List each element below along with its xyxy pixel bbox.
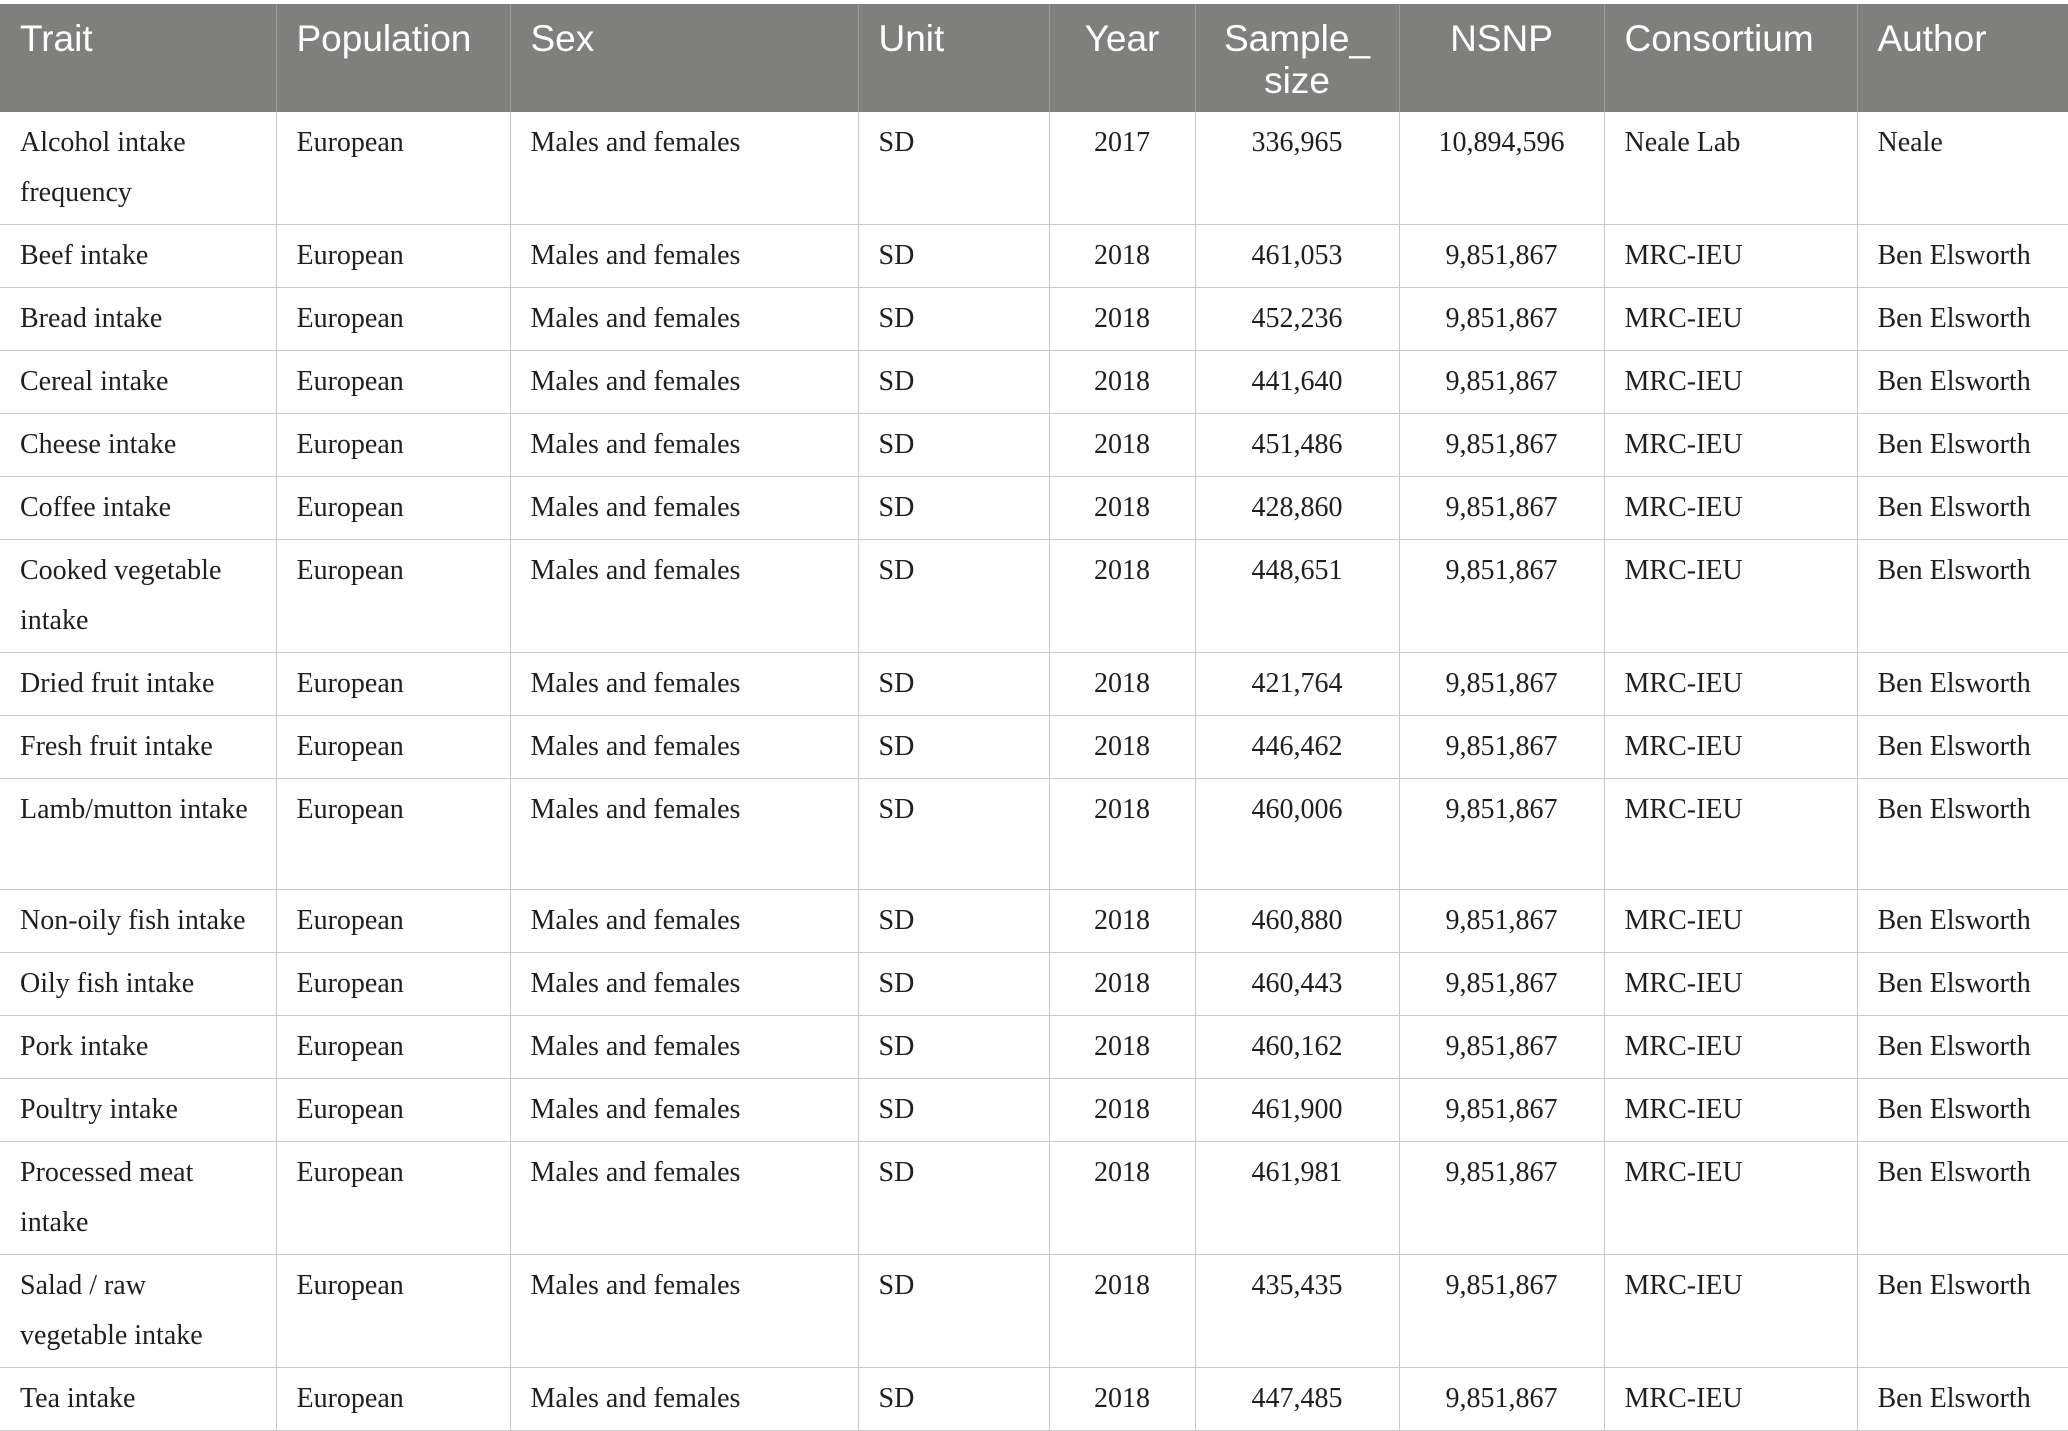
cell-author: Ben Elsworth bbox=[1857, 716, 2068, 779]
cell-year: 2017 bbox=[1049, 112, 1195, 225]
cell-trait: Salad / raw vegetable intake bbox=[0, 1255, 276, 1368]
cell-author: Neale bbox=[1857, 112, 2068, 225]
table-row bbox=[0, 1142, 2068, 1255]
cell-sample-size: 460,162 bbox=[1195, 1016, 1399, 1079]
header-sample-size: Sample_ size bbox=[1195, 4, 1399, 112]
cell-sex: Males and females bbox=[510, 953, 858, 1016]
cell-unit: SD bbox=[858, 112, 1049, 225]
cell-sample-size: 448,651 bbox=[1195, 540, 1399, 653]
cell-trait: Poultry intake bbox=[0, 1079, 276, 1142]
table-row bbox=[0, 953, 2068, 1016]
cell-nsnp: 9,851,867 bbox=[1399, 1079, 1604, 1142]
cell-year: 2018 bbox=[1049, 1368, 1195, 1431]
cell-population: European bbox=[276, 1016, 510, 1079]
header-author: Author bbox=[1857, 4, 2068, 112]
cell-trait: Lamb/mutton intake bbox=[0, 779, 276, 890]
table-row bbox=[0, 225, 2068, 288]
cell-trait: Cooked vegetable intake bbox=[0, 540, 276, 653]
cell-sample-size: 441,640 bbox=[1195, 351, 1399, 414]
cell-year: 2018 bbox=[1049, 414, 1195, 477]
cell-year: 2018 bbox=[1049, 1016, 1195, 1079]
cell-trait: Tea intake bbox=[0, 1368, 276, 1431]
cell-population: European bbox=[276, 288, 510, 351]
cell-author: Ben Elsworth bbox=[1857, 890, 2068, 953]
header-year: Year bbox=[1049, 4, 1195, 112]
cell-nsnp: 9,851,867 bbox=[1399, 351, 1604, 414]
cell-sex: Males and females bbox=[510, 1079, 858, 1142]
cell-author: Ben Elsworth bbox=[1857, 1368, 2068, 1431]
cell-unit: SD bbox=[858, 953, 1049, 1016]
cell-unit: SD bbox=[858, 477, 1049, 540]
table-row bbox=[0, 779, 2068, 890]
cell-author: Ben Elsworth bbox=[1857, 540, 2068, 653]
header-row bbox=[0, 4, 2068, 112]
cell-author: Ben Elsworth bbox=[1857, 779, 2068, 890]
cell-consortium: MRC-IEU bbox=[1604, 351, 1857, 414]
cell-consortium: Neale Lab bbox=[1604, 112, 1857, 225]
cell-author: Ben Elsworth bbox=[1857, 351, 2068, 414]
cell-population: European bbox=[276, 351, 510, 414]
cell-sample-size: 452,236 bbox=[1195, 288, 1399, 351]
cell-trait: Coffee intake bbox=[0, 477, 276, 540]
cell-sex: Males and females bbox=[510, 540, 858, 653]
cell-nsnp: 9,851,867 bbox=[1399, 288, 1604, 351]
cell-year: 2018 bbox=[1049, 1079, 1195, 1142]
cell-trait: Processed meat intake bbox=[0, 1142, 276, 1255]
header-consortium: Consortium bbox=[1604, 4, 1857, 112]
cell-nsnp: 9,851,867 bbox=[1399, 414, 1604, 477]
cell-trait: Beef intake bbox=[0, 225, 276, 288]
cell-nsnp: 9,851,867 bbox=[1399, 225, 1604, 288]
cell-population: European bbox=[276, 653, 510, 716]
cell-nsnp: 9,851,867 bbox=[1399, 779, 1604, 890]
cell-year: 2018 bbox=[1049, 779, 1195, 890]
cell-author: Ben Elsworth bbox=[1857, 953, 2068, 1016]
cell-trait: Non-oily fish intake bbox=[0, 890, 276, 953]
data-table bbox=[0, 4, 2068, 1431]
cell-nsnp: 10,894,596 bbox=[1399, 112, 1604, 225]
cell-sample-size: 461,053 bbox=[1195, 225, 1399, 288]
cell-unit: SD bbox=[858, 351, 1049, 414]
header-unit: Unit bbox=[858, 4, 1049, 112]
cell-author: Ben Elsworth bbox=[1857, 1255, 2068, 1368]
table-row bbox=[0, 653, 2068, 716]
cell-author: Ben Elsworth bbox=[1857, 1142, 2068, 1255]
cell-unit: SD bbox=[858, 890, 1049, 953]
cell-consortium: MRC-IEU bbox=[1604, 477, 1857, 540]
cell-sample-size: 460,443 bbox=[1195, 953, 1399, 1016]
cell-population: European bbox=[276, 890, 510, 953]
cell-population: European bbox=[276, 477, 510, 540]
cell-nsnp: 9,851,867 bbox=[1399, 1142, 1604, 1255]
cell-year: 2018 bbox=[1049, 1142, 1195, 1255]
cell-unit: SD bbox=[858, 779, 1049, 890]
cell-author: Ben Elsworth bbox=[1857, 288, 2068, 351]
table-row bbox=[0, 1255, 2068, 1368]
table-row bbox=[0, 1079, 2068, 1142]
cell-sample-size: 447,485 bbox=[1195, 1368, 1399, 1431]
table-row bbox=[0, 1368, 2068, 1431]
cell-trait: Cereal intake bbox=[0, 351, 276, 414]
cell-year: 2018 bbox=[1049, 653, 1195, 716]
cell-year: 2018 bbox=[1049, 890, 1195, 953]
cell-nsnp: 9,851,867 bbox=[1399, 540, 1604, 653]
cell-consortium: MRC-IEU bbox=[1604, 779, 1857, 890]
table-body bbox=[0, 112, 2068, 1431]
cell-sample-size: 461,900 bbox=[1195, 1079, 1399, 1142]
cell-unit: SD bbox=[858, 1016, 1049, 1079]
table-row bbox=[0, 112, 2068, 225]
cell-nsnp: 9,851,867 bbox=[1399, 1255, 1604, 1368]
cell-year: 2018 bbox=[1049, 351, 1195, 414]
cell-trait: Alcohol intake frequency bbox=[0, 112, 276, 225]
cell-consortium: MRC-IEU bbox=[1604, 1016, 1857, 1079]
cell-sample-size: 421,764 bbox=[1195, 653, 1399, 716]
cell-consortium: MRC-IEU bbox=[1604, 953, 1857, 1016]
cell-sex: Males and females bbox=[510, 1142, 858, 1255]
cell-nsnp: 9,851,867 bbox=[1399, 890, 1604, 953]
cell-population: European bbox=[276, 112, 510, 225]
cell-population: European bbox=[276, 1368, 510, 1431]
cell-consortium: MRC-IEU bbox=[1604, 1079, 1857, 1142]
cell-unit: SD bbox=[858, 540, 1049, 653]
cell-population: European bbox=[276, 1079, 510, 1142]
cell-sample-size: 336,965 bbox=[1195, 112, 1399, 225]
header-population: Population bbox=[276, 4, 510, 112]
cell-nsnp: 9,851,867 bbox=[1399, 477, 1604, 540]
cell-sex: Males and females bbox=[510, 225, 858, 288]
cell-author: Ben Elsworth bbox=[1857, 653, 2068, 716]
cell-nsnp: 9,851,867 bbox=[1399, 953, 1604, 1016]
cell-author: Ben Elsworth bbox=[1857, 414, 2068, 477]
cell-consortium: MRC-IEU bbox=[1604, 890, 1857, 953]
cell-sex: Males and females bbox=[510, 779, 858, 890]
cell-sample-size: 460,006 bbox=[1195, 779, 1399, 890]
cell-unit: SD bbox=[858, 288, 1049, 351]
table-row bbox=[0, 477, 2068, 540]
cell-year: 2018 bbox=[1049, 288, 1195, 351]
cell-year: 2018 bbox=[1049, 225, 1195, 288]
table-row bbox=[0, 890, 2068, 953]
cell-trait: Dried fruit intake bbox=[0, 653, 276, 716]
cell-sample-size: 451,486 bbox=[1195, 414, 1399, 477]
table-row bbox=[0, 716, 2068, 779]
cell-nsnp: 9,851,867 bbox=[1399, 716, 1604, 779]
header-nsnp: NSNP bbox=[1399, 4, 1604, 112]
cell-population: European bbox=[276, 953, 510, 1016]
cell-sex: Males and females bbox=[510, 414, 858, 477]
cell-consortium: MRC-IEU bbox=[1604, 1368, 1857, 1431]
cell-unit: SD bbox=[858, 1079, 1049, 1142]
cell-trait: Fresh fruit intake bbox=[0, 716, 276, 779]
cell-nsnp: 9,851,867 bbox=[1399, 653, 1604, 716]
cell-nsnp: 9,851,867 bbox=[1399, 1016, 1604, 1079]
cell-consortium: MRC-IEU bbox=[1604, 1255, 1857, 1368]
cell-unit: SD bbox=[858, 716, 1049, 779]
cell-sex: Males and females bbox=[510, 477, 858, 540]
cell-year: 2018 bbox=[1049, 716, 1195, 779]
cell-consortium: MRC-IEU bbox=[1604, 653, 1857, 716]
cell-population: European bbox=[276, 716, 510, 779]
table-row bbox=[0, 1016, 2068, 1079]
cell-unit: SD bbox=[858, 653, 1049, 716]
table-row bbox=[0, 540, 2068, 653]
cell-unit: SD bbox=[858, 1368, 1049, 1431]
cell-sample-size: 446,462 bbox=[1195, 716, 1399, 779]
cell-sex: Males and females bbox=[510, 1255, 858, 1368]
cell-year: 2018 bbox=[1049, 953, 1195, 1016]
cell-sex: Males and females bbox=[510, 351, 858, 414]
cell-consortium: MRC-IEU bbox=[1604, 288, 1857, 351]
cell-sample-size: 428,860 bbox=[1195, 477, 1399, 540]
cell-population: European bbox=[276, 540, 510, 653]
cell-sample-size: 460,880 bbox=[1195, 890, 1399, 953]
cell-sex: Males and females bbox=[510, 112, 858, 225]
cell-trait: Oily fish intake bbox=[0, 953, 276, 1016]
cell-sex: Males and females bbox=[510, 890, 858, 953]
cell-consortium: MRC-IEU bbox=[1604, 1142, 1857, 1255]
table-row bbox=[0, 414, 2068, 477]
cell-year: 2018 bbox=[1049, 477, 1195, 540]
cell-trait: Cheese intake bbox=[0, 414, 276, 477]
cell-trait: Bread intake bbox=[0, 288, 276, 351]
table-row bbox=[0, 288, 2068, 351]
cell-sample-size: 461,981 bbox=[1195, 1142, 1399, 1255]
header-trait: Trait bbox=[0, 4, 276, 112]
cell-sex: Males and females bbox=[510, 716, 858, 779]
table-header bbox=[0, 4, 2068, 112]
cell-unit: SD bbox=[858, 1255, 1049, 1368]
cell-sample-size: 435,435 bbox=[1195, 1255, 1399, 1368]
cell-population: European bbox=[276, 1255, 510, 1368]
cell-sex: Males and females bbox=[510, 1016, 858, 1079]
cell-sex: Males and females bbox=[510, 1368, 858, 1431]
cell-author: Ben Elsworth bbox=[1857, 1016, 2068, 1079]
cell-population: European bbox=[276, 225, 510, 288]
table-row bbox=[0, 351, 2068, 414]
cell-author: Ben Elsworth bbox=[1857, 1079, 2068, 1142]
cell-population: European bbox=[276, 1142, 510, 1255]
cell-nsnp: 9,851,867 bbox=[1399, 1368, 1604, 1431]
cell-year: 2018 bbox=[1049, 1255, 1195, 1368]
cell-author: Ben Elsworth bbox=[1857, 477, 2068, 540]
cell-consortium: MRC-IEU bbox=[1604, 225, 1857, 288]
cell-sex: Males and females bbox=[510, 653, 858, 716]
cell-unit: SD bbox=[858, 225, 1049, 288]
cell-sex: Males and females bbox=[510, 288, 858, 351]
cell-year: 2018 bbox=[1049, 540, 1195, 653]
cell-trait: Pork intake bbox=[0, 1016, 276, 1079]
cell-consortium: MRC-IEU bbox=[1604, 540, 1857, 653]
cell-author: Ben Elsworth bbox=[1857, 225, 2068, 288]
cell-population: European bbox=[276, 414, 510, 477]
header-sex: Sex bbox=[510, 4, 858, 112]
cell-unit: SD bbox=[858, 414, 1049, 477]
cell-consortium: MRC-IEU bbox=[1604, 414, 1857, 477]
cell-consortium: MRC-IEU bbox=[1604, 716, 1857, 779]
cell-unit: SD bbox=[858, 1142, 1049, 1255]
cell-population: European bbox=[276, 779, 510, 890]
